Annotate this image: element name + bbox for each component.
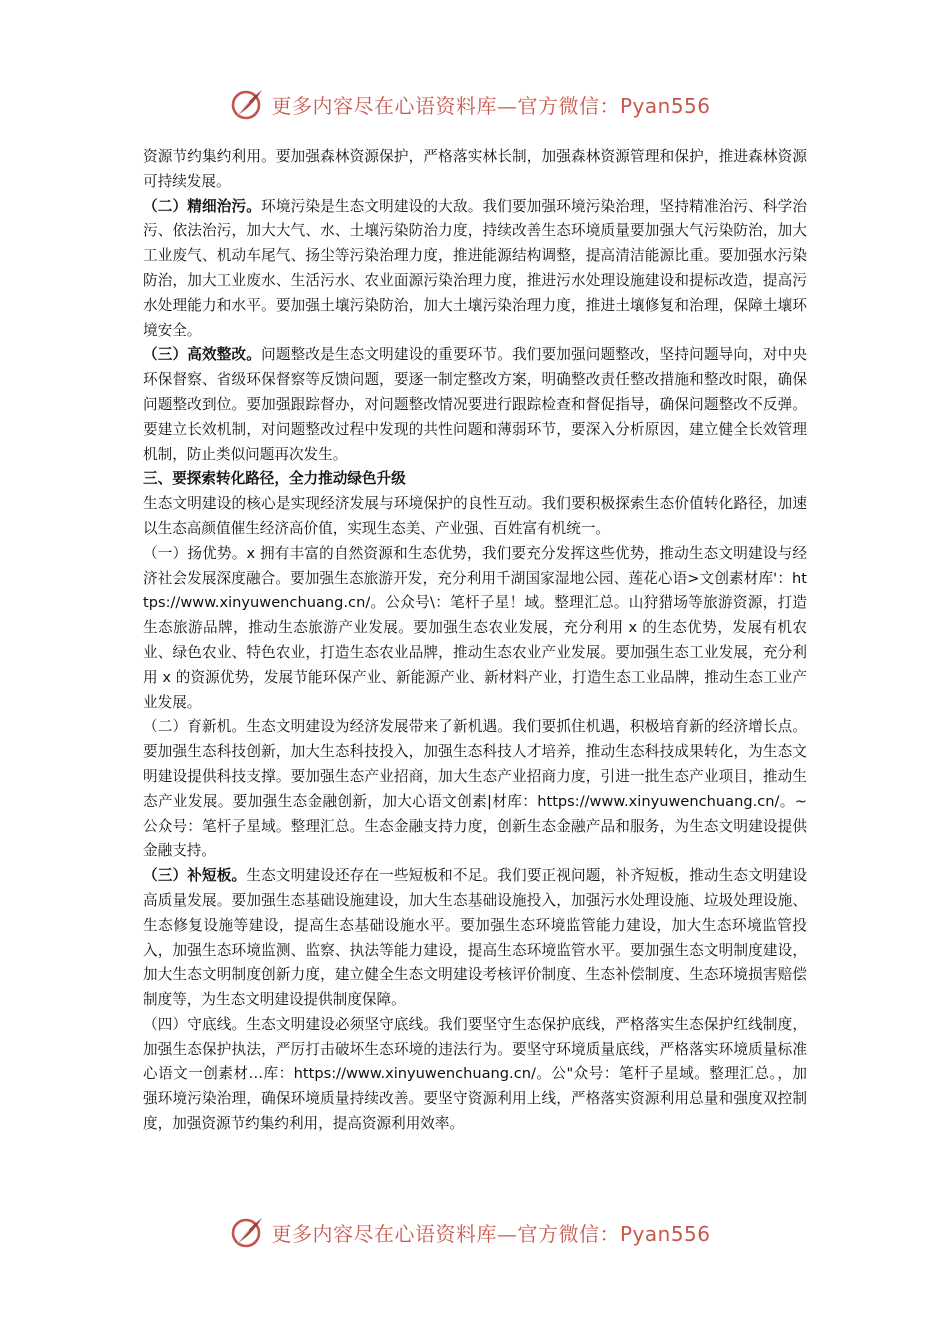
paragraph: （一）扬优势。x 拥有丰富的自然资源和生态优势，我们要充分发挥这些优势，推动生态文明建设与经济社会发展深度融合。要加强生态旅游开发，充分利用千湖国家湿地公园、莲花心语>文创素材库'：https://www.xinyuwenchuang.cn/。公众号\：笔杆子星！域。整理汇总。山狩猎场等旅游资源，打造生态旅游品牌，推动生态旅游产业发展。要加强生态农业发展，充分利用 x 的生态优势，发展有机农业、绿色农业、特色农业，打造生态农业品牌，推动生态农业产业发展。要加强生态工业发展，充分利用 x 的资源优势，发展节能环保产业、新能源产业、新材料产业，打造生态工业品牌，推动生态工业产业发展。 [143, 544, 807, 711]
wechat-id: Pyan556 [619, 1221, 711, 1246]
paragraph: （三）高效整改。问题整改是生态文明建设的重要环节。我们要加强问题整改，坚持问题导向，对中央环保督察、省级环保督察等反馈问题，要逐一制定整改方案，明确整改责任整改措施和整改时限，确保问题整改到位。要加强跟踪督办，对问题整改情况要进行跟踪检查和督促指导，确保问题整改不反弹。要建立长效机制，对问题整改过程中发现的共性问题和薄弱环节，要深入分析原因，建立健全长效管理机制，防止类似问题再次发生。 [143, 346, 807, 463]
paragraph: 资源节约集约利用。要加强森林资源保护，严格落实林长制，加强森林资源管理和保护，推进森林资源可持续发展。 [143, 148, 807, 190]
banner-text: 更多内容尽在心语资料库—官方微信：Pyan556 [271, 93, 711, 118]
paragraph: 生态文明建设的核心是实现经济发展与环境保护的良性互动。我们要积极探索生态价值转化路径，加速以生态高颜值催生经济高价值，实现生态美、产业强、百姓富有机统一。 [143, 495, 807, 537]
header-banner [0, 84, 950, 124]
paragraph: （二）精细治污。环境污染是生态文明建设的大敌。我们要加强环境污染治理，坚持精准治污、科学治污、依法治污，加大大气、水、土壤污染防治力度，持续改善生态环境质量要加强大气污染防治，加大工业废气、机动车尾气、扬尘等污染治理力度，推进能源结构调整，提高清洁能源比重。要加强水污染防治，加大工业废水、生活污水、农业面源污染治理力度，推进污水处理设施建设和提标改造，提高污水处理能力和水平。要加强土壤污染防治，加大土壤污染治理力度，推进土壤修复和治理，保障土壤环境安全。 [143, 197, 807, 339]
footer-banner [0, 1212, 950, 1252]
document-body [143, 145, 807, 1137]
section-heading: 三、要探索转化路径，全力推动绿色升级 [143, 470, 406, 488]
banner-content [229, 1214, 710, 1250]
banner-content [229, 86, 710, 122]
wechat-id: Pyan556 [619, 93, 711, 118]
paragraph: （三）补短板。生态文明建设还存在一些短板和不足。我们要正视问题，补齐短板，推动生态文明建设高质量发展。要加强生态基础设施建设，加大生态基础设施投入，加强污水处理设施、垃圾处理设施、生态修复设施等建设，提高生态基础设施水平。要加强生态环境监管能力建设，加大生态环境监管投入，加强生态环境监测、监察、执法等能力建设，提高生态环境监管水平。要加强生态文明制度建设，加大生态文明制度创新力度，建立健全生态文明建设考核评价制度、生态补偿制度、生态环境损害赔偿制度等，为生态文明建设提供制度保障。 [143, 867, 807, 1009]
quill-logo-icon [229, 86, 265, 122]
paragraph-lead: （三）补短板。 [143, 867, 247, 885]
paragraph-lead: （二）精细治污。 [143, 197, 262, 215]
quill-logo-icon [229, 1214, 265, 1250]
banner-text: 更多内容尽在心语资料库—官方微信：Pyan556 [271, 1221, 711, 1246]
paragraph: （四）守底线。生态文明建设必须坚守底线。我们要坚守生态保护底线，严格落实生态保护红线制度，加强生态保护执法，严厉打击破坏生态环境的违法行为。要坚守环境质量底线，严格落实环境质量标准心语文一创素材…库：https://www.xinyuwenchuang.cn/。公"众号：笔杆子星域。整理汇总。，加强环境污染治理，确保环境质量持续改善。要坚守资源利用上线，严格落实资源利用总量和强度双控制度，加强资源节约集约利用，提高资源利用效率。 [143, 1015, 807, 1133]
paragraph-lead: （三）高效整改。 [143, 346, 262, 364]
paragraph: （二）育新机。生态文明建设为经济发展带来了新机遇。我们要抓住机遇，积极培育新的经济增长点。要加强生态科技创新，加大生态科技投入，加强生态科技人才培养，推动生态科技成果转化，为生态文明建设提供科技支撑。要加强生态产业招商，加大生态产业招商力度，引进一批生态产业项目，推动生态产业发展。要加强生态金融创新，加大心语文创素|材库：https://www.xinyuwenchuang.cn/。~公众号：笔杆子星域。整理汇总。生态金融支持力度，创新生态金融产品和服务，为生态文明建设提供金融支持。 [143, 718, 807, 860]
